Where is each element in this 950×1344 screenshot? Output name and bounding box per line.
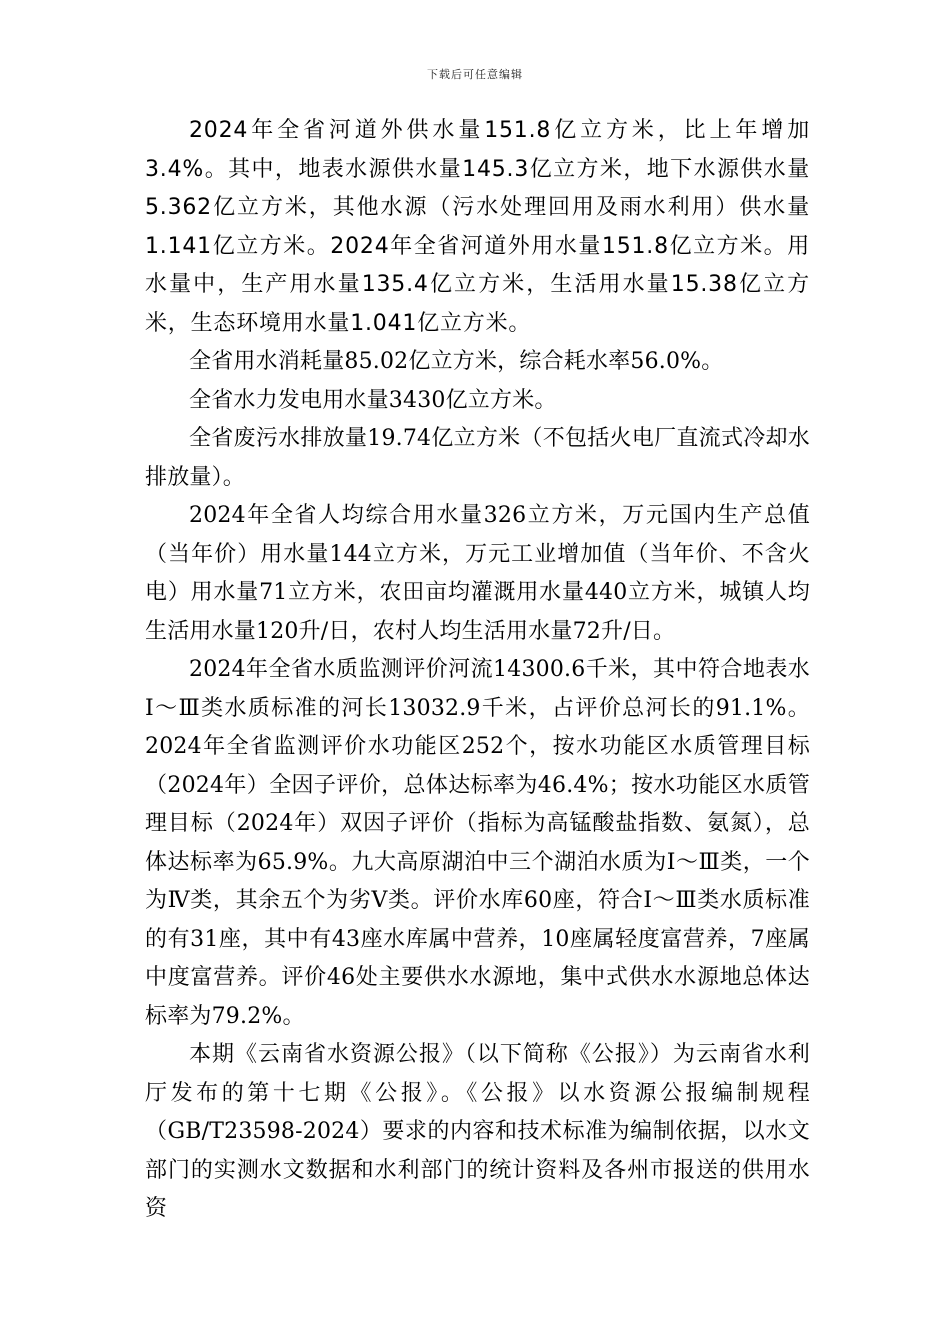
paragraph-bulletin-intro: 本期《云南省水资源公报》（以下简称《公报》）为云南省水利厅发布的第十七期《公报》。《公报》以水资源公报编制规程（GB/T23598-2024）要求的内容和技术标准为编制依据，以水文部门的实测水文数据和水利部门的统计资料及各州市报送的供用水资 [145,1042,810,1221]
paragraph-water-supply: 2024年全省河道外供水量151.8亿立方米，比上年增加3.4%。其中，地表水源供水量145.3亿立方米，地下水源供水量5.362亿立方米，其他水源（污水处理回用及雨水利用）供水量1.141亿立方米。2024年全省河道外用水量151.8亿立方米。用水量中，生产用水量135.4亿立方米，生活用水量15.38亿立方米，生态环境用水量1.041亿立方米。 [145,118,810,336]
paragraph-water-quality: 2024年全省水质监测评价河流14300.6千米，其中符合地表水Ⅰ～Ⅲ类水质标准的河长13032.9千米，占评价总河长的91.1%。2024年全省监测评价水功能区252个，按水功能区水质管理目标（2024年）全因子评价，总体达标率为46.4%；按水功能区水质管理目标（2024年）双因子评价（指标为高锰酸盐指数、氨氮），总体达标率为65.9%。九大高原湖泊中三个湖泊水质为Ⅰ～Ⅲ类，一个为Ⅳ类，其余五个为劣Ⅴ类。评价水库60座，符合Ⅰ～Ⅲ类水质标准的有31座，其中有43座水库属中营养，10座属轻度富营养，7座属中度富营养。评价46处主要供水水源地，集中式供水水源地总体达标率为79.2%。 [145,657,810,1029]
paragraph-per-capita-use: 2024年全省人均综合用水量326立方米，万元国内生产总值（当年价）用水量144立方米，万元工业增加值（当年价、不含火电）用水量71立方米，农田亩均灌溉用水量440立方米，城镇人均生活用水量120升/日，农村人均生活用水量72升/日。 [145,503,810,644]
page-header-note: 下载后可任意编辑 [427,68,523,81]
paragraph-hydropower: 全省水力发电用水量3430亿立方米。 [189,387,557,413]
document-body [145,112,810,1229]
paragraph-water-consumption: 全省用水消耗量85.02亿立方米，综合耗水率56.0%。 [189,349,724,374]
paragraph-wastewater: 全省废污水排放量19.74亿立方米（不包括火电厂直流式冷却水排放量）。 [145,426,810,490]
